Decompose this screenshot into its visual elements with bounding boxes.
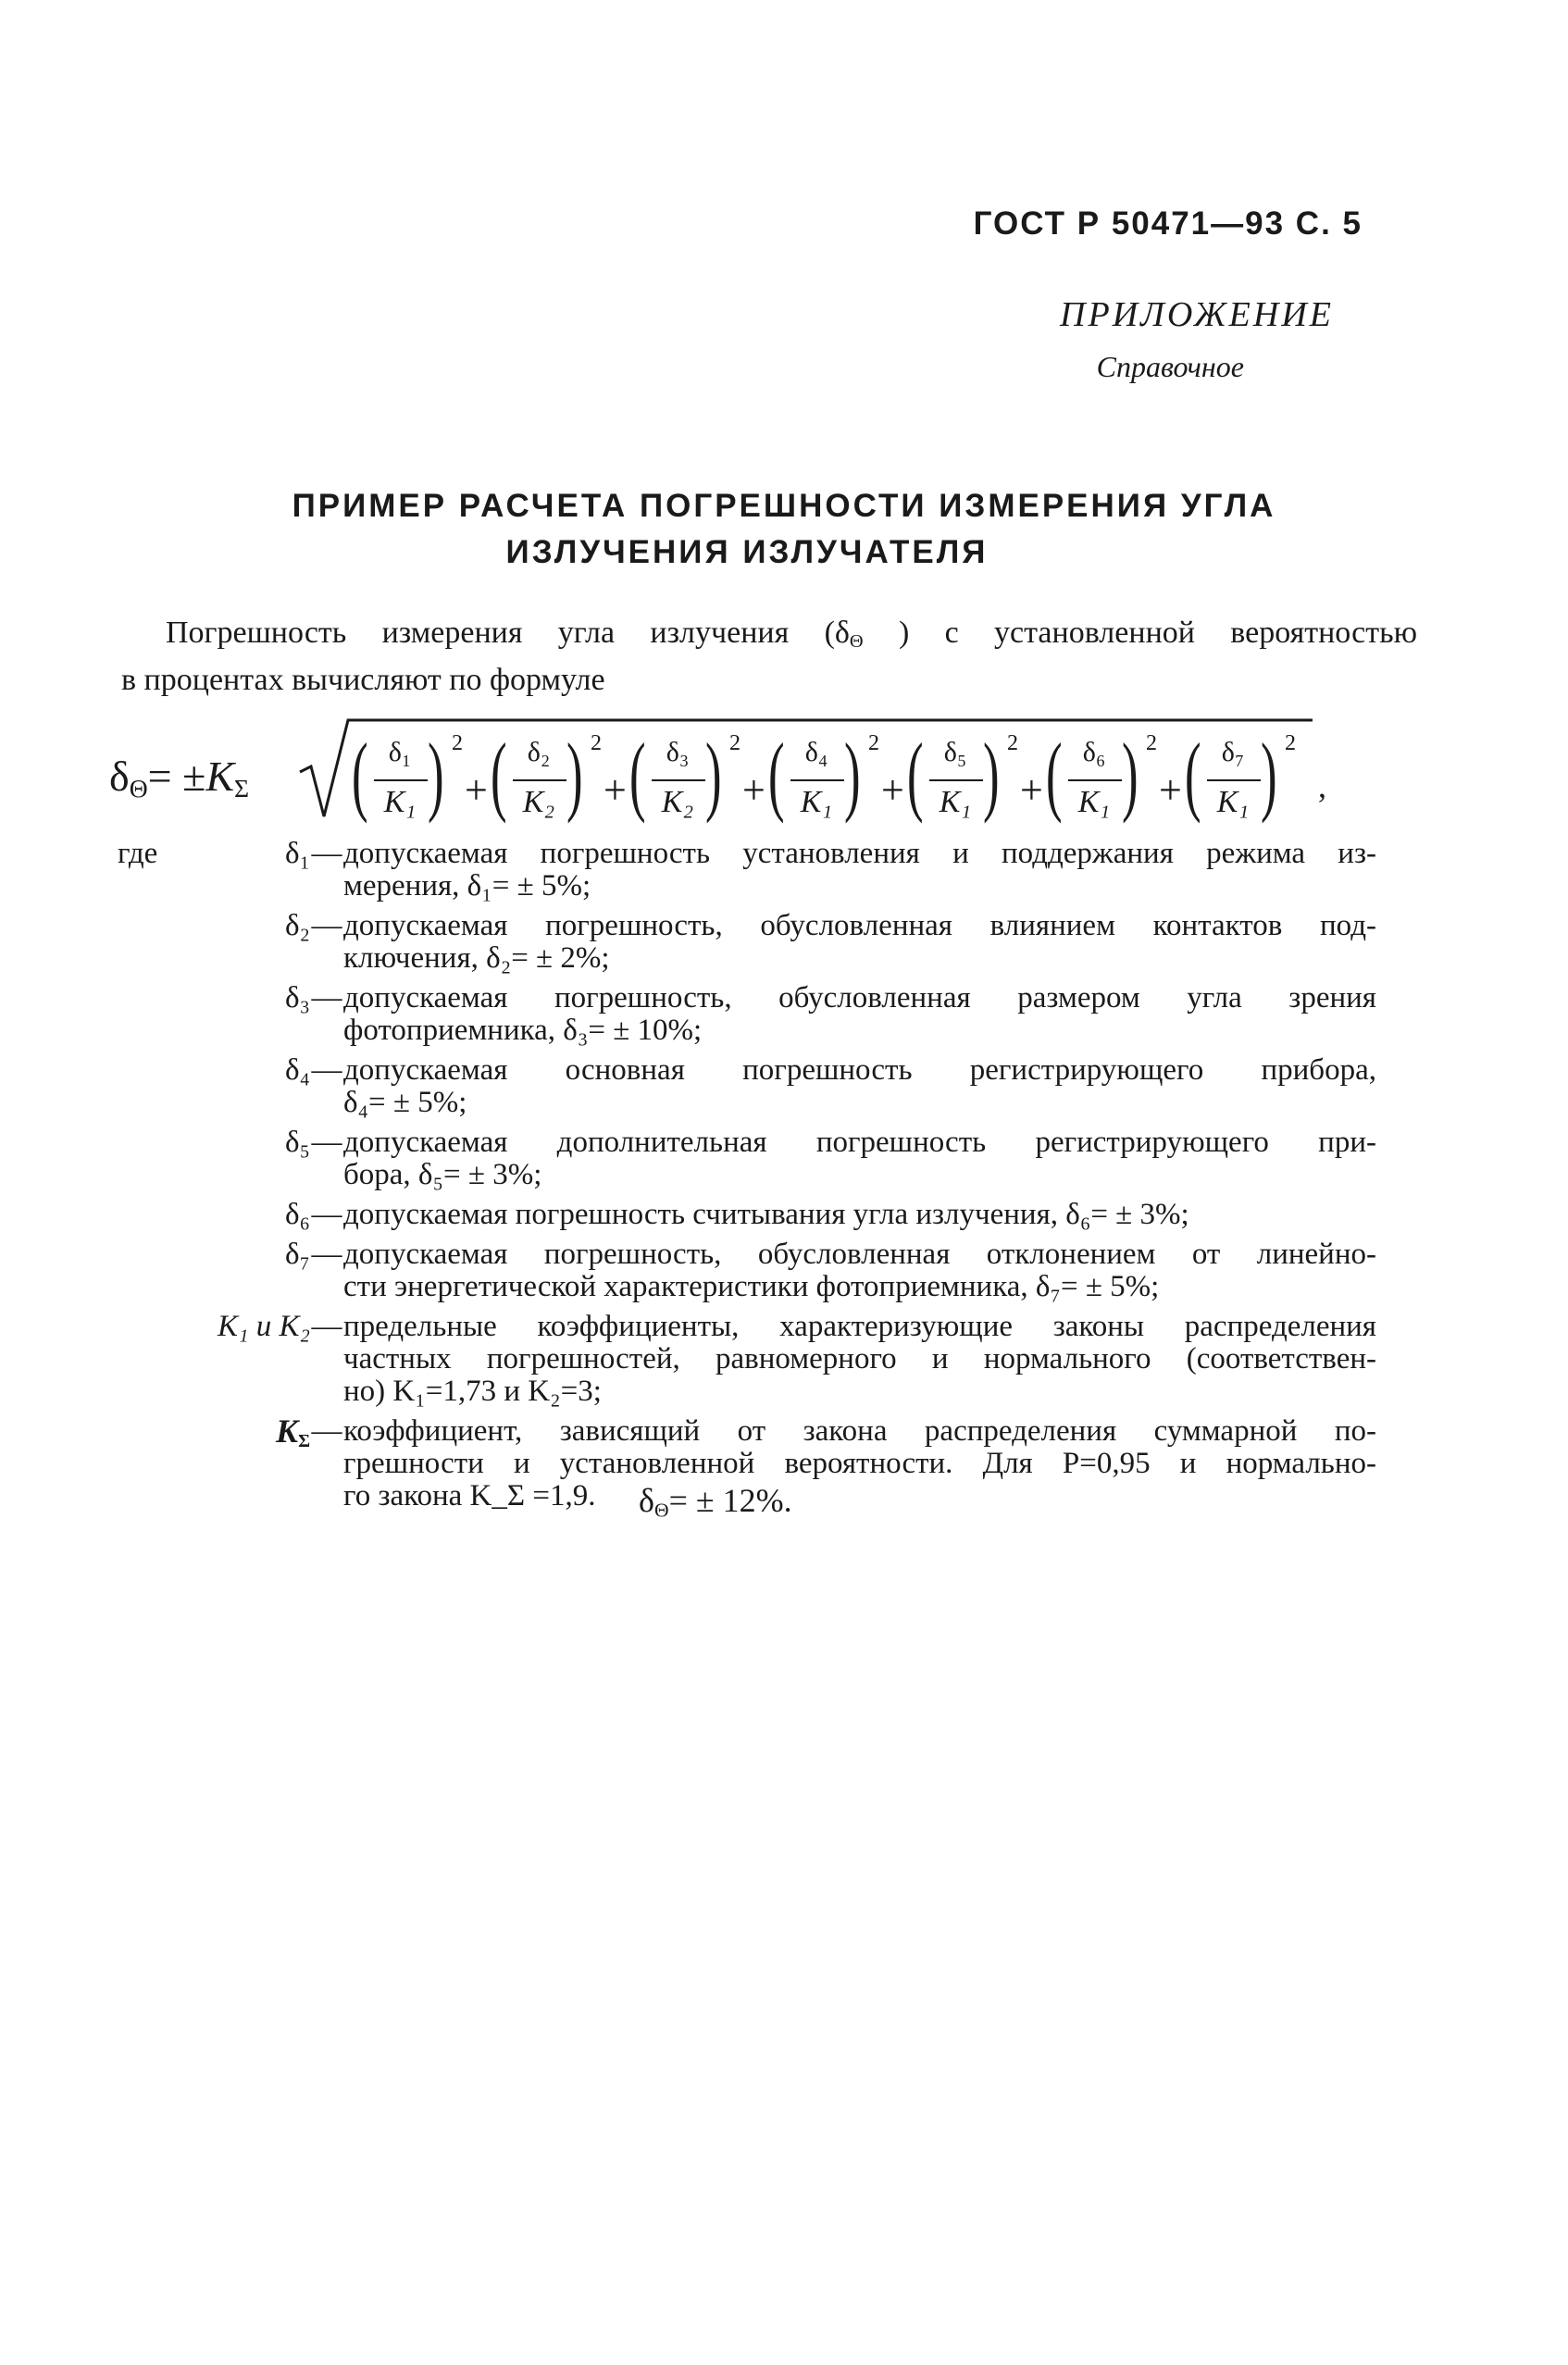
- definition-item: [118, 910, 1376, 975]
- right-paren: ): [566, 725, 583, 824]
- term-denominator: K₁: [1077, 785, 1111, 819]
- term-denominator: K₁: [383, 785, 417, 819]
- lead-spacer: [118, 1239, 227, 1303]
- term-exponent: 2: [452, 731, 463, 755]
- intro-paragraph: [121, 614, 1417, 699]
- definition-symbol: δ₅: [284, 1126, 310, 1159]
- appendix-label: ПРИЛОЖЕНИЕ: [1060, 295, 1334, 334]
- term-numerator: δ₁: [388, 737, 412, 767]
- definition-item: [118, 1199, 1376, 1231]
- definition-text-line: допускаемая погрешность, обусловленная отклонением от линейно-: [343, 1238, 1376, 1271]
- term-numerator: δ₄: [804, 737, 828, 767]
- fraction-bar: [929, 779, 983, 781]
- definition-text-line: допускаемая погрешность, обусловленная влиянием контактов под-: [343, 909, 1376, 942]
- definition-text-line: предельные коэффициенты, характеризующие законы распределения: [343, 1310, 1376, 1343]
- term-denominator: K₂: [661, 785, 694, 819]
- lead-spacer: [118, 910, 227, 975]
- term-denominator: K₁: [800, 785, 833, 819]
- definitions-list: [118, 838, 1376, 1520]
- definition-text: [343, 910, 1376, 975]
- definition-text-line: го закона K_Σ =1,9.: [343, 1479, 596, 1512]
- definition-text-line: фотоприемника, δ₃= ± 10%;: [343, 1014, 703, 1047]
- term-denominator: K₂: [522, 785, 555, 819]
- term-numerator: δ₅: [943, 737, 967, 767]
- left-paren: (: [491, 725, 507, 824]
- definition-symbol: δ₂: [284, 909, 310, 942]
- term-exponent: 2: [1007, 731, 1018, 755]
- right-paren: ): [1122, 725, 1139, 824]
- definition-dash: —: [311, 1198, 342, 1231]
- appendix-type: Справочное: [1096, 350, 1244, 383]
- definition-text-line: допускаемая погрешность, обусловленная размером угла зрения: [343, 981, 1376, 1014]
- definition-symbol: δ₇: [284, 1238, 310, 1271]
- intro-line-2: в процентах вычисляют по формуле: [121, 663, 605, 698]
- definition-text-line: коэффициент, зависящий от закона распределения суммарной по-: [343, 1414, 1376, 1448]
- fraction-bar: [652, 779, 705, 781]
- definition-text-line: допускаемая погрешность считывания угла излучения, δ₆= ± 3%;: [343, 1198, 1189, 1231]
- fraction-bar: [513, 779, 566, 781]
- definition-item-k1-k2: [118, 1311, 1376, 1408]
- definition-dash: —: [311, 1238, 342, 1271]
- intro-line-1: Погрешность измерения угла излучения ($\delta_\Theta$ ) с установленной вероятностью: [166, 616, 1417, 653]
- definition-dash: —: [311, 909, 342, 942]
- plus-sign: +: [881, 767, 904, 813]
- term-exponent: 2: [729, 731, 740, 755]
- definition-symbol: K₁ и K₂: [218, 1310, 310, 1343]
- error-formula: [109, 713, 1350, 852]
- formula-lhs: $\delta_\Theta= \pm K_\Sigma$: [109, 753, 250, 803]
- definition-text-line: допускаемая дополнительная погрешность регистрирующего при-: [343, 1126, 1376, 1159]
- definition-item: [118, 1126, 1376, 1191]
- definition-symbol: $K_\Sigma$: [276, 1413, 310, 1451]
- definition-symbol: δ₃: [284, 981, 310, 1014]
- definition-text: [343, 1415, 1376, 1512]
- fraction-bar: [1207, 779, 1261, 781]
- definition-text-line: допускаемая погрешность установления и поддержания режима из-: [343, 837, 1376, 870]
- definition-text-line: частных погрешностей, равномерного и нормального (соответствен-: [343, 1342, 1376, 1375]
- definition-symbol: δ₁: [284, 837, 310, 870]
- definition-text-line: бора, δ₅= ± 3%;: [343, 1158, 542, 1191]
- term-numerator: δ₃: [666, 737, 690, 767]
- plus-sign: +: [742, 767, 765, 813]
- lead-spacer: [118, 1415, 227, 1512]
- left-paren: (: [629, 725, 646, 824]
- definition-dash: —: [311, 1414, 342, 1448]
- term-numerator: δ₆: [1082, 737, 1106, 767]
- definition-symbol: δ₄: [284, 1053, 310, 1087]
- definition-text-line: мерения, δ₁= ± 5%;: [343, 869, 591, 902]
- right-paren: ): [705, 725, 722, 824]
- definition-text: [343, 1199, 1376, 1231]
- fraction-bar: [1068, 779, 1122, 781]
- plus-sign: +: [1020, 767, 1043, 813]
- term-denominator: K₁: [1216, 785, 1250, 819]
- definition-text-line: грешности и установленной вероятности. Для P=0,95 и нормально-: [343, 1447, 1376, 1480]
- term-exponent: 2: [591, 731, 602, 755]
- title-line-2: ИЗЛУЧЕНИЯ ИЗЛУЧАТЕЛЯ: [505, 534, 989, 570]
- result-formula: $\delta_\Theta= \pm 12\%$.: [639, 1482, 792, 1522]
- definition-text-line: δ₄= ± 5%;: [343, 1086, 467, 1119]
- standard-page-code: ГОСТ Р 50471—93 С. 5: [973, 205, 1363, 242]
- definition-text: [343, 1054, 1376, 1119]
- plus-sign: +: [604, 767, 627, 813]
- term-denominator: K₁: [939, 785, 972, 819]
- definition-text-line: допускаемая основная погрешность регистрирующего прибора,: [343, 1053, 1376, 1087]
- plus-sign: +: [1159, 767, 1182, 813]
- term-numerator: δ₂: [527, 737, 551, 767]
- definition-text: [343, 982, 1376, 1047]
- definition-dash: —: [311, 1126, 342, 1159]
- term-exponent: 2: [1146, 731, 1157, 755]
- definition-symbol: δ₆: [284, 1198, 310, 1231]
- lead-spacer: [118, 1126, 227, 1191]
- definition-text: [343, 838, 1376, 902]
- section-title: [0, 483, 1568, 576]
- where-label: где: [118, 837, 158, 870]
- definition-text-line: сти энергетической характеристики фотоприемника, δ₇= ± 5%;: [343, 1270, 1160, 1303]
- lead-spacer: [118, 982, 227, 1047]
- definition-text-line: ключения, δ₂= ± 2%;: [343, 941, 610, 975]
- left-paren: (: [352, 725, 368, 824]
- definition-text: [343, 1126, 1376, 1191]
- left-paren: (: [768, 725, 785, 824]
- fraction-bar: [374, 779, 428, 781]
- definition-dash: —: [311, 837, 342, 870]
- definition-item: [118, 1239, 1376, 1303]
- left-paren: (: [907, 725, 924, 824]
- definition-text: [343, 1239, 1376, 1303]
- left-paren: (: [1185, 725, 1201, 824]
- lead-spacer: [118, 1054, 227, 1119]
- definition-text-line: но) K₁=1,73 и K₂=3;: [343, 1375, 602, 1408]
- definition-dash: —: [311, 1053, 342, 1087]
- fraction-bar: [790, 779, 844, 781]
- definition-dash: —: [311, 981, 342, 1014]
- definition-item: [118, 982, 1376, 1047]
- definition-text: [343, 1311, 1376, 1408]
- term-numerator: δ₇: [1221, 737, 1245, 767]
- definition-items: [118, 838, 1376, 1512]
- definition-dash: —: [311, 1310, 342, 1343]
- definition-item: [118, 838, 1376, 902]
- plus-sign: +: [465, 767, 488, 813]
- definition-item: [118, 1054, 1376, 1119]
- lead-spacer: [118, 1199, 227, 1231]
- term-exponent: 2: [1285, 731, 1296, 755]
- right-paren: ): [1261, 725, 1277, 824]
- term-exponent: 2: [868, 731, 879, 755]
- right-paren: ): [844, 725, 861, 824]
- left-paren: (: [1046, 725, 1063, 824]
- formula-end-comma: ,: [1318, 767, 1326, 804]
- right-paren: ): [428, 725, 444, 824]
- title-line-1: ПРИМЕР РАСЧЕТА ПОГРЕШНОСТИ ИЗМЕРЕНИЯ УГЛА: [292, 488, 1276, 524]
- right-paren: ): [983, 725, 1000, 824]
